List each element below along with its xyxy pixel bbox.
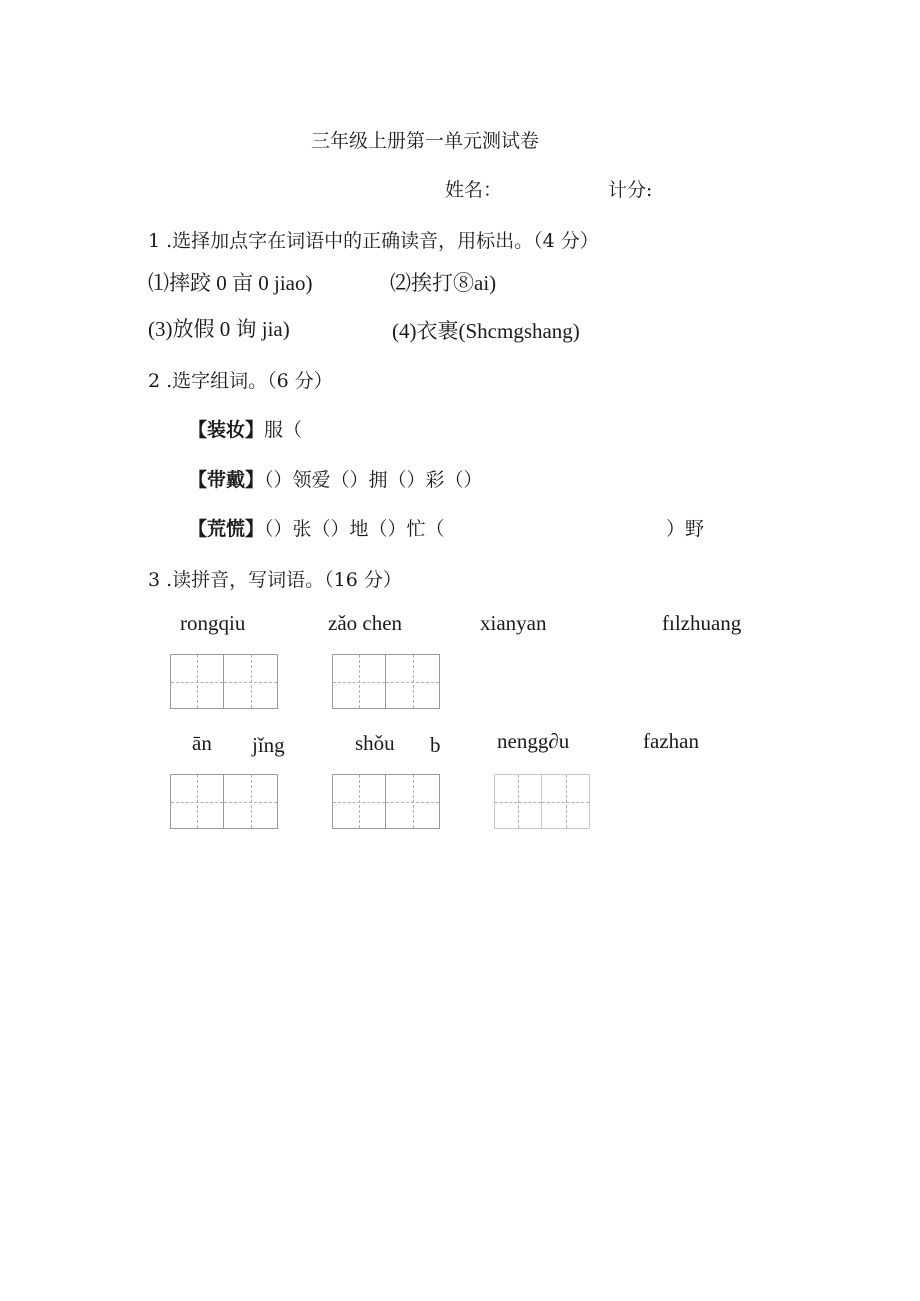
question-1-item-2: ⑵挨打⑧ai): [390, 271, 497, 295]
question-1-item-3: (3)放假 0 询 jia): [148, 317, 290, 341]
question-2-row-1-text: 服（: [264, 419, 303, 441]
writing-grid-2[interactable]: [332, 654, 440, 709]
writing-grid-3[interactable]: [170, 774, 278, 829]
question-2-row-2: [188, 465, 483, 492]
pinyin-shou: shǒu: [355, 731, 395, 755]
writing-cell[interactable]: [333, 655, 386, 708]
question-2-row-3-text: （）张（）地（）忙（: [264, 518, 445, 540]
pinyin-fazhan: fazhan: [643, 729, 699, 753]
writing-grid-4[interactable]: [332, 774, 440, 829]
writing-cell[interactable]: [542, 775, 589, 828]
pinyin-fuzhuang: fılzhuang: [662, 611, 742, 635]
writing-cell[interactable]: [224, 655, 277, 708]
question-1-prompt: 1 .选择加点字在词语中的正确读音，用标出。（4 分）: [148, 230, 599, 252]
score-label: 计分:: [608, 179, 653, 201]
question-2-row-3-tail: ）野: [666, 518, 705, 540]
writing-grid-5[interactable]: [494, 774, 590, 829]
question-2-row-3-bracket: 【荒慌】: [188, 518, 265, 540]
page-title: 三年级上册第一单元测试卷: [311, 130, 540, 152]
writing-cell[interactable]: [386, 655, 439, 708]
pinyin-zaochen: zǎo chen: [328, 611, 403, 635]
question-2-row-3: [188, 514, 445, 541]
question-2-row-2-bracket: 【带戴】: [188, 469, 265, 491]
pinyin-jing: jǐng: [252, 733, 285, 757]
question-1-item-1: ⑴摔跤 0 亩 0 jiao): [148, 271, 313, 295]
pinyin-nenggou: nengg∂u: [497, 729, 570, 753]
pinyin-b: b: [430, 733, 441, 757]
question-2-row-2-text: （）领爱（）拥（）彩（）: [264, 469, 483, 491]
pinyin-an: ān: [192, 731, 212, 755]
writing-cell[interactable]: [224, 775, 277, 828]
pinyin-rongqiu: rongqiu: [180, 611, 246, 635]
writing-cell[interactable]: [171, 775, 224, 828]
name-label: 姓名：: [445, 179, 503, 201]
writing-cell[interactable]: [333, 775, 386, 828]
question-2-row-1: [188, 415, 302, 442]
question-3-prompt: 3 .读拼音，写词语。（16 分）: [148, 569, 402, 591]
writing-cell[interactable]: [171, 655, 224, 708]
pinyin-xianyan: xianyan: [480, 611, 547, 635]
writing-cell[interactable]: [386, 775, 439, 828]
question-2-row-1-bracket: 【装妆】: [188, 419, 265, 441]
writing-cell[interactable]: [495, 775, 542, 828]
question-1-item-4: (4)衣裹(Shcmgshang): [392, 319, 580, 343]
question-2-prompt: 2 .选字组词。（6 分）: [148, 370, 333, 392]
writing-grid-1[interactable]: [170, 654, 278, 709]
